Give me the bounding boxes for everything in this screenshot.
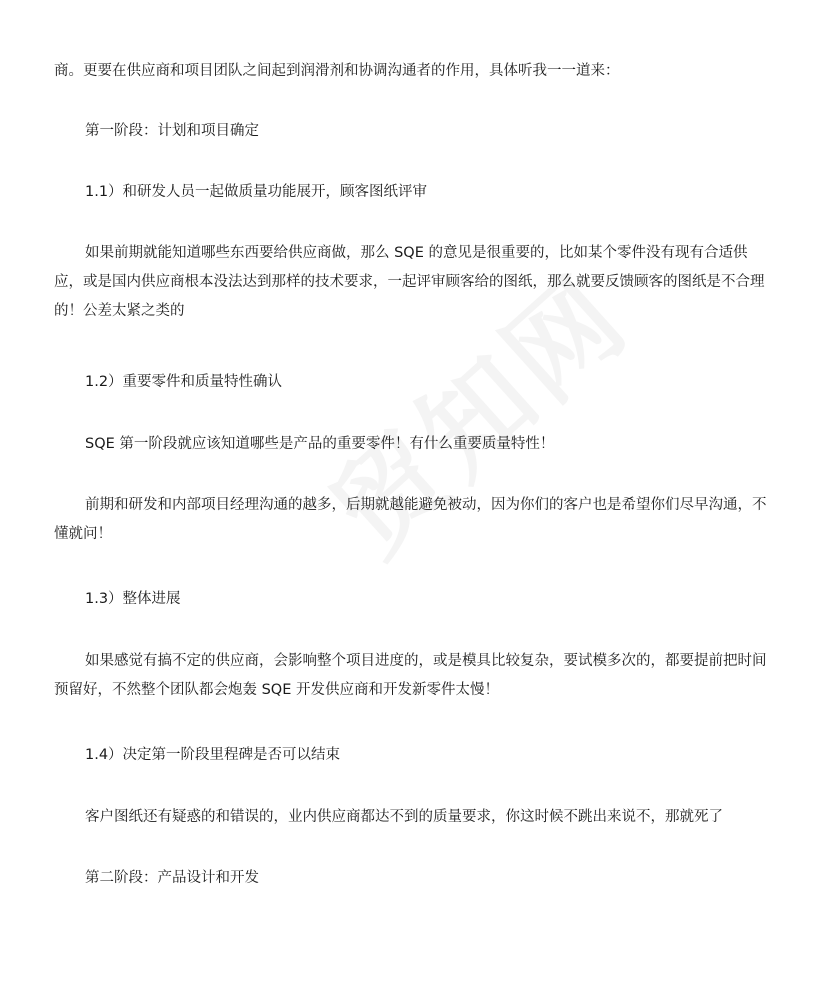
intro-paragraph: 商。更要在供应商和项目团队之间起到润滑剂和协调沟通者的作用，具体听我一一道来： <box>54 63 620 79</box>
section-1-3-body: 如果感觉有搞不定的供应商，会影响整个项目进度的，或是模具比较复杂，要试模多次的，都要提前把时间预留好，不然整个团队都会炮轰 SQE 开发供应商和开发新零件太慢！ <box>54 653 767 698</box>
stage-two-heading: 第二阶段：产品设计和开发 <box>85 870 259 886</box>
section-1-4-body: 客户图纸还有疑惑的和错误的，业内供应商都达不到的质量要求，你这时候不跳出来说不，那就死了 <box>85 809 723 825</box>
section-1-4-heading: 1.4）决定第一阶段里程碑是否可以结束 <box>85 747 341 763</box>
stage-one-heading: 第一阶段：计划和项目确定 <box>85 123 259 139</box>
section-1-2-heading: 1.2）重要零件和质量特性确认 <box>85 374 283 390</box>
section-1-1-heading: 1.1）和研发人员一起做质量功能展开，顾客图纸评审 <box>85 184 428 200</box>
section-1-2-body: SQE 第一阶段就应该知道哪些是产品的重要零件！有什么重要质量特性！ <box>85 436 555 452</box>
section-1-3-heading: 1.3）整体进展 <box>85 591 181 607</box>
section-1-2-body-2: 前期和研发和内部项目经理沟通的越多，后期就越能避免被动，因为你们的客户也是希望你们尽早沟通，不懂就问！ <box>54 497 767 542</box>
section-1-1-body: 如果前期就能知道哪些东西要给供应商做，那么 SQE 的意见是很重要的，比如某个零件没有现有合适供应，或是国内供应商根本没法达到那样的技术要求，一起评审顾客给的图纸，那么就要反馈顾客的图纸是不合理的！公差太紧之类的 <box>54 245 765 319</box>
